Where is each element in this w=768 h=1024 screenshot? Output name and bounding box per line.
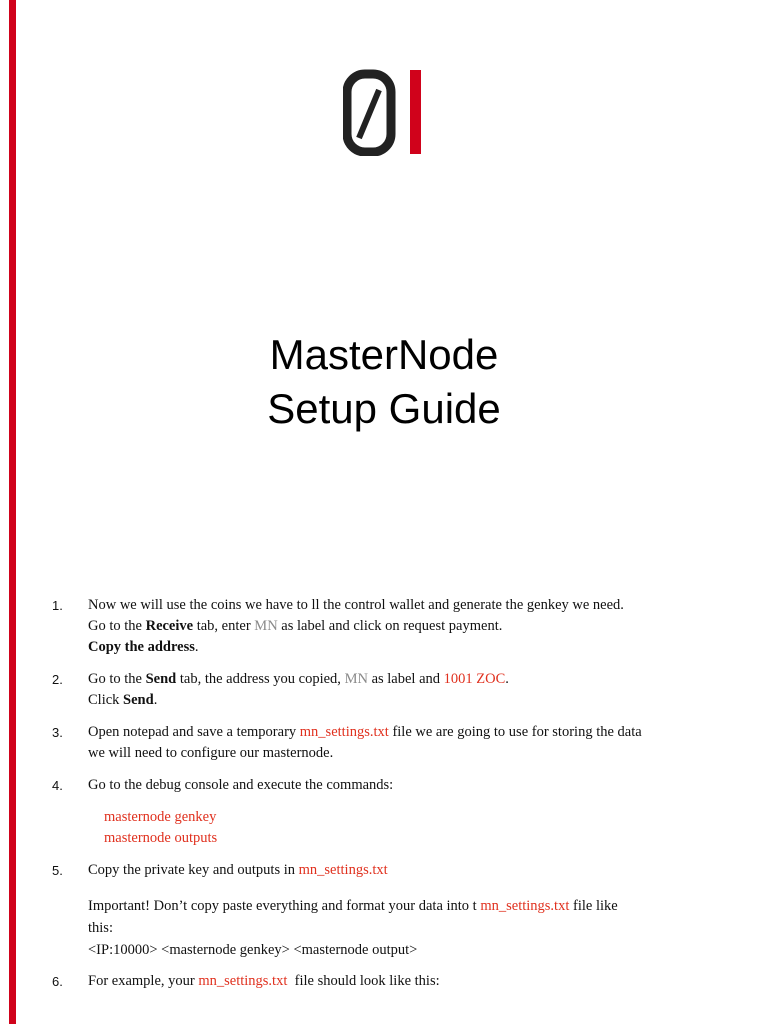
left-accent-bar (9, 0, 16, 1024)
step-2 (52, 669, 732, 711)
step-text: For example, your mn_settings.txt file should look like this: (88, 973, 440, 989)
step-text: we will need to configure our masternode. (88, 745, 334, 761)
step-4 (52, 775, 732, 796)
step-text: Go to the Send tab, the address you copied, MN as label and 1001 ZOC. (88, 671, 509, 687)
step-text: Open notepad and save a temporary mn_settings.txt file we are going to use for storing the data (88, 724, 642, 740)
send-button-ref: Send (123, 692, 154, 708)
step-number: 6. (52, 974, 63, 989)
command-genkey: masternode genkey (104, 809, 217, 825)
mn-label-ref: MN (254, 618, 278, 634)
mn-label-ref: MN (344, 671, 368, 687)
logo-one (410, 70, 421, 154)
step-3 (52, 722, 732, 764)
step-number: 1. (52, 598, 63, 613)
filename-ref: mn_settings.txt (198, 973, 288, 989)
filename-ref: mn_settings.txt (480, 898, 570, 914)
step-6 (52, 971, 732, 992)
important-note: Important! Don’t copy paste everything and format your data into t mn_settings.txt file like this: <IP:10000> <masternode genkey> <masternode output> (88, 895, 708, 961)
send-tab-ref: Send (145, 671, 177, 687)
step-text: Go to the debug console and execute the commands: (88, 777, 394, 793)
command-outputs: masternode outputs (104, 830, 218, 846)
title-line-1: MasterNode (269, 331, 499, 378)
filename-ref: mn_settings.txt (298, 862, 388, 878)
step-text: Copy the address. (88, 639, 199, 655)
step-5 (52, 860, 732, 881)
step-text: Click Send. (88, 692, 158, 708)
step-number: 3. (52, 725, 63, 740)
step-number: 5. (52, 863, 63, 878)
filename-ref: mn_settings.txt (299, 724, 389, 740)
title-line-2: Setup Guide (267, 385, 501, 432)
step-text: Go to the Receive tab, enter MN as label and click on request payment. (88, 618, 503, 634)
logo-zero-slash (359, 90, 379, 138)
logo-01 (343, 68, 427, 156)
format-template: <IP:10000> <masternode genkey> <masternode output> (88, 942, 418, 958)
receive-tab-ref: Receive (145, 618, 194, 634)
step-1 (52, 595, 732, 658)
step-text: Copy the private key and outputs in mn_settings.txt (88, 862, 388, 878)
step-text: Now we will use the coins we have to ll the control wallet and generate the genkey we need. (88, 597, 624, 613)
amount-ref: 1001 ZOC (443, 671, 506, 687)
step-number: 2. (52, 672, 63, 687)
step-number: 4. (52, 778, 63, 793)
